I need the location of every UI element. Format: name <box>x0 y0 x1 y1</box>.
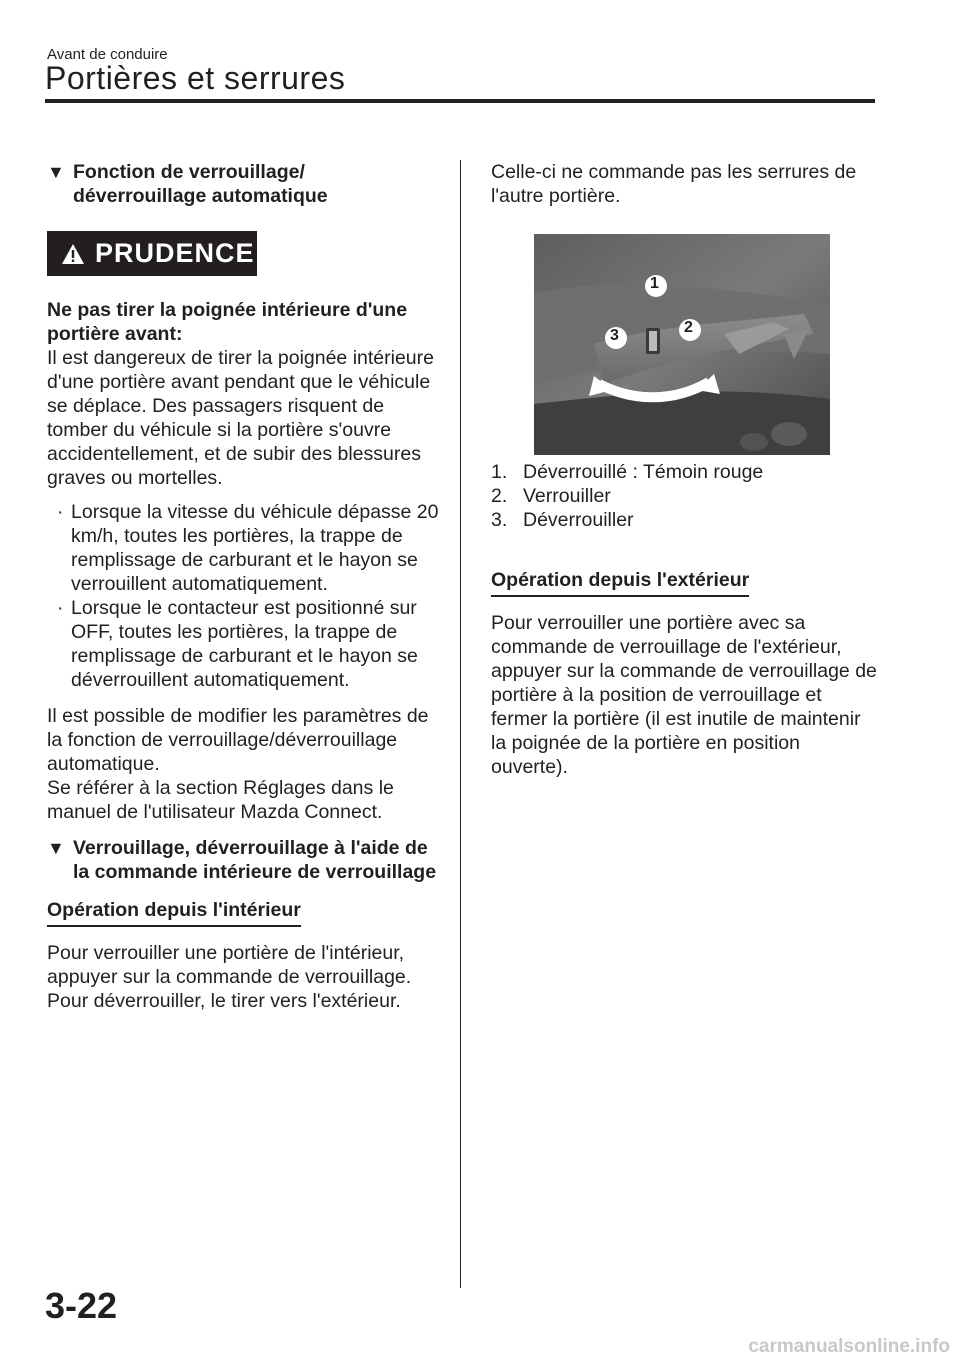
intro-text: Celle-ci ne commande pas les serrures de l'autre portière. <box>491 161 857 207</box>
callout-1: 1 <box>650 275 659 292</box>
heading-text: Verrouillage, déverrouillage à l'aide de la commande intérieure de verrouillage <box>73 837 437 883</box>
heading-auto-lock <box>47 160 442 208</box>
header-rule <box>45 99 875 103</box>
subheading-interior: Opération depuis l'intérieur <box>47 898 301 927</box>
triangle-marker-icon: ▼ <box>47 838 65 858</box>
caution-label: PRUDENCE <box>95 238 255 268</box>
legend-text: Déverrouillé : Témoin rouge <box>523 461 764 483</box>
list-item <box>491 460 881 484</box>
bullet-text: Lorsque la vitesse du véhicule dépasse 20 km/h, toutes les portières, la trappe de remplissage de carburant et le hayon se verrouillent automatiquement. <box>71 501 439 595</box>
heading-interior-lock <box>47 836 442 884</box>
list-item <box>57 500 442 596</box>
door-lock-photo <box>534 234 830 455</box>
list-item <box>491 508 881 532</box>
page-title: Portières et serrures <box>45 60 346 96</box>
watermark: carmanualsonline.info <box>748 1336 950 1357</box>
paragraph-unlock-interior: Pour déverrouiller, le tirer vers l'extérieur. <box>47 990 401 1012</box>
bullet-marker: · <box>57 501 64 523</box>
caution-banner <box>47 231 257 276</box>
section-label: Avant de conduire <box>47 46 168 63</box>
legend-number: 3. <box>491 509 508 531</box>
list-item <box>57 596 442 692</box>
legend-text: Déverrouiller <box>523 509 634 531</box>
figure-legend <box>491 460 881 532</box>
page-number: 3-22 <box>45 1285 118 1326</box>
heading-text: Fonction de verrouillage/ déverrouillage automatique <box>73 161 328 207</box>
legend-number: 1. <box>491 461 508 483</box>
callout-2: 2 <box>684 319 693 336</box>
legend-text: Verrouiller <box>523 485 611 507</box>
bullet-list <box>47 500 442 692</box>
column-divider <box>460 160 461 1288</box>
paragraph-reference: Se référer à la section Réglages dans le manuel de l'utilisateur Mazda Connect. <box>47 777 394 823</box>
list-item <box>491 484 881 508</box>
bullet-text: Lorsque le contacteur est positionné sur OFF, toutes les portières, la trappe de remplissage de carburant et le hayon se déverrouillent automatiquement. <box>71 597 418 691</box>
bullet-marker: · <box>57 597 64 619</box>
subheading-exterior: Opération depuis l'extérieur <box>491 568 749 597</box>
paragraph-lock-interior: Pour verrouiller une portière de l'intérieur, appuyer sur la commande de verrouillage. <box>47 942 412 988</box>
left-column-body <box>47 298 442 1013</box>
warning-triangle-icon <box>61 243 85 265</box>
paragraph-settings: Il est possible de modifier les paramètres de la fonction de verrouillage/déverrouillage automatique. <box>47 705 429 775</box>
right-column-intro <box>491 160 881 208</box>
paragraph-exterior: Pour verrouiller une portière avec sa commande de verrouillage de l'extérieur, appuyer sur la commande de verrouillage de portière à la position de verrouillage et fermer la portière (il est inutile de maintenir la poignée de la portière en position ouverte). <box>491 612 877 778</box>
legend-number: 2. <box>491 485 508 507</box>
caution-lead: Ne pas tirer la poignée intérieure d'une portière avant: <box>47 299 408 345</box>
callout-3: 3 <box>610 327 619 344</box>
right-column-body <box>491 460 881 779</box>
caution-text: Il est dangereux de tirer la poignée intérieure d'une portière avant pendant que le véhicule se déplace. Des passagers risquent de tomber du véhicule si la portière s'ouvre accidentellement, et de subir des blessures graves ou mortelles. <box>47 347 434 489</box>
triangle-marker-icon: ▼ <box>47 162 65 182</box>
